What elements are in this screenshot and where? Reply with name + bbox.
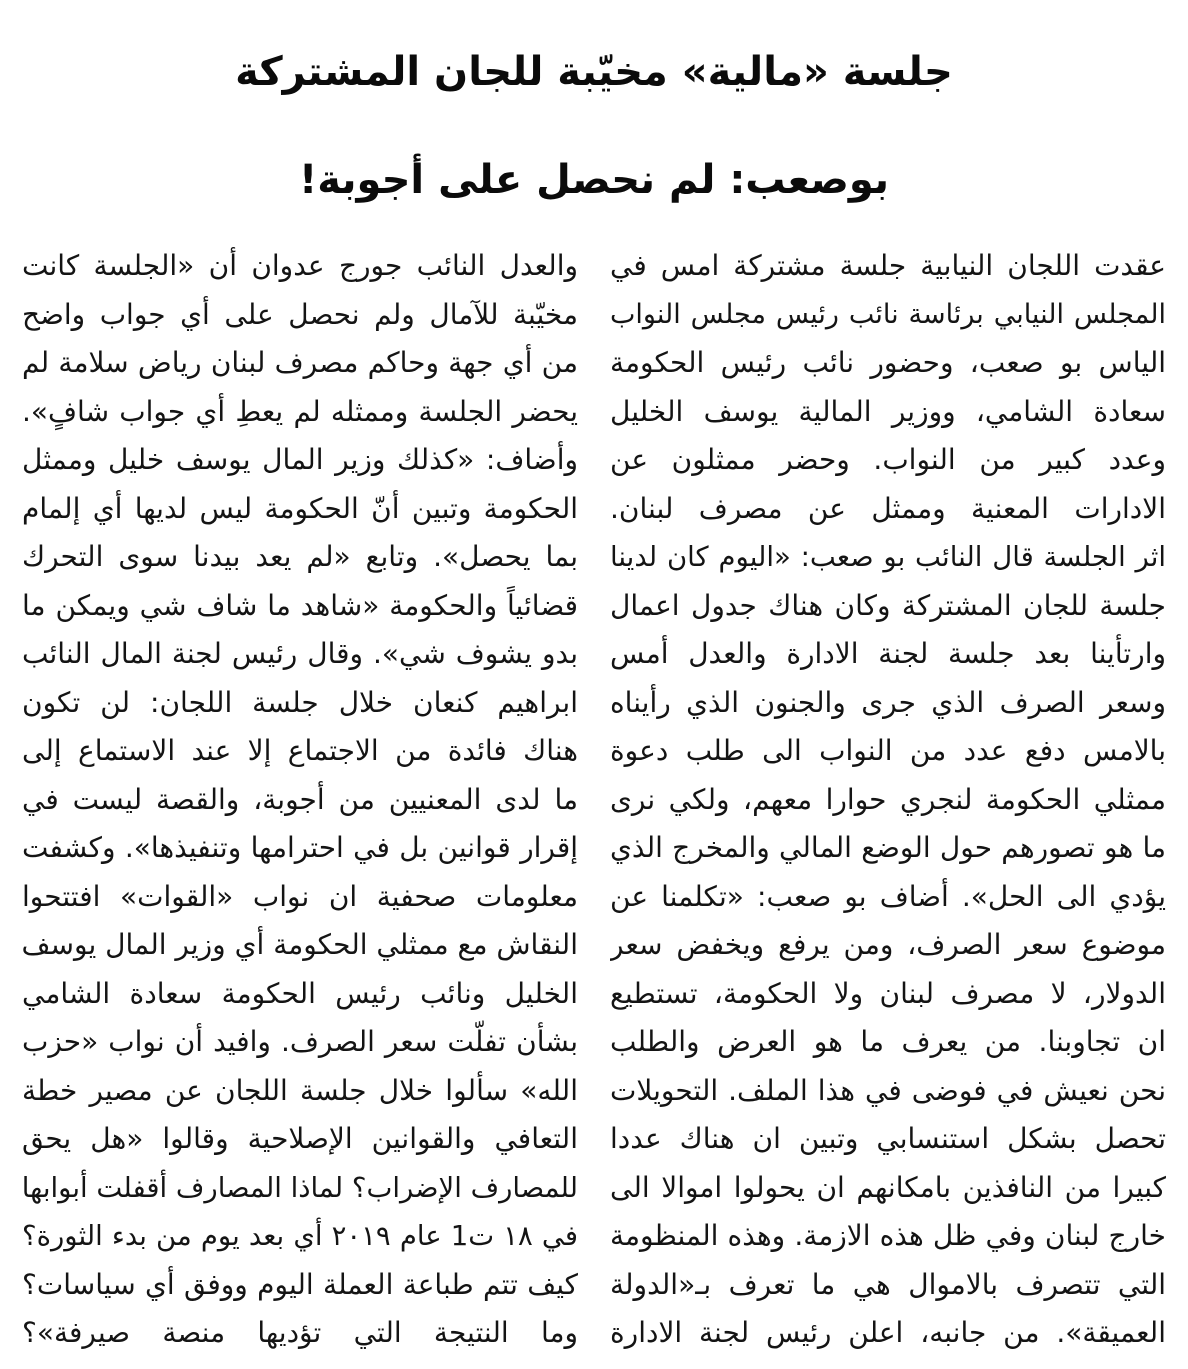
body-text-line: عقدت اللجان النيابية جلسة مشتركة امس في [610, 249, 1166, 282]
body-text-line: يؤدي الى الحل». أضاف بو صعب: «تكلمنا عن [610, 879, 1166, 913]
body-text-line: قضائياً والحكومة «شاهد ما شاف شي ويمكن ما [22, 588, 578, 622]
body-text-line: إقرار قوانين بل في احترامها وتنفيذها». وكشفت [22, 831, 578, 864]
body-text-line: التي تتصرف بالاموال هي ما تعرف بـ«الدولة [610, 1267, 1166, 1301]
body-text-line: بما يحصل». وتابع «لم يعد بيدنا سوى التحرك [22, 540, 578, 573]
body-text-line: هناك فائدة من الاجتماع إلا عند الاستماع إلى [22, 734, 578, 767]
column-right [610, 242, 1166, 1360]
body-text-line: ما لدى المعنيين من أجوبة، والقصة ليست في [22, 782, 578, 816]
headline-line-1: جلسة «مالية» مخيّبة للجان المشتركة [235, 49, 953, 95]
body-text-line: ممثلي الحكومة لنجري حوارا معهم، ولكي نرى [610, 782, 1166, 816]
body-text-line: النقاش مع ممثلي الحكومة أي وزير المال يوسف [22, 928, 578, 961]
body-text-line: كيف تتم طباعة العملة اليوم ووفق أي سياسات؟ [22, 1267, 578, 1301]
body-text-line: نحن نعيش في فوضى في هذا الملف. التحويلات [610, 1073, 1166, 1107]
headline-line-2: بوصعب: لم نحصل على أجوبة! [299, 157, 889, 203]
body-text-line: وسعر الصرف الذي جرى والجنون الذي رأيناه [610, 685, 1166, 719]
column-left [22, 242, 578, 1360]
body-text-line: بالامس دفع عدد من النواب الى طلب دعوة [610, 734, 1166, 767]
body-text-line: اثر الجلسة قال النائب بو صعب: «اليوم كان لدينا [610, 541, 1166, 573]
body-text-line: ما هو تصورهم حول الوضع المالي والمخرج الذي [610, 831, 1166, 864]
body-text-line: بشأن تفلّت سعر الصرف. وافيد أن نواب «حزب [22, 1025, 578, 1058]
body-text-line: موضوع سعر الصرف، ومن يرفع ويخفض سعر [610, 928, 1166, 961]
body-text-line: الخليل ونائب رئيس الحكومة سعادة الشامي [22, 976, 578, 1010]
body-text-line: كبيرا من النافذين بامكانهم ان يحولوا اموالا الى [610, 1170, 1166, 1204]
headline [22, 18, 1166, 234]
body-text-line: الحكومة وتبين أنّ الحكومة ليس لديها أي إلمام [22, 491, 578, 525]
body-text-line: العميقة». من جانبه، اعلن رئيس لجنة الادارة [610, 1316, 1166, 1349]
body-text-line: الدولار، لا مصرف لبنان ولا الحكومة، تستطيع [610, 976, 1166, 1010]
body-text-line: من أي جهة وحاكم مصرف لبنان رياض سلامة لم [22, 346, 578, 379]
body-text-line: جلسة للجان المشتركة وكان هناك جدول اعمال [610, 588, 1166, 622]
body-text-line: سعادة الشامي، ووزير المالية يوسف الخليل [610, 394, 1166, 428]
body-text-line: وأضاف: «كذلك وزير المال يوسف خليل وممثل [22, 443, 578, 476]
body-text-line: وعدد كبير من النواب. وحضر ممثلون عن [610, 443, 1166, 476]
body-text-line: التعافي والقوانين الإصلاحية وقالوا «هل يحق [22, 1122, 578, 1155]
body-text-line: تحصل بشكل استنسابي وتبين ان هناك عددا [610, 1122, 1166, 1155]
body-text-line: خارج لبنان وفي ظل هذه الازمة. وهذه المنظومة [610, 1219, 1166, 1252]
body-text-line: وارتأينا بعد جلسة لجنة الادارة والعدل أمس [610, 637, 1166, 670]
body-text-line: معلومات صحفية ان نواب «القوات» افتتحوا [22, 879, 578, 913]
body-text-line: الادارات المعنية وممثل عن مصرف لبنان. [610, 491, 1166, 525]
body-text-line: الياس بو صعب، وحضور نائب رئيس الحكومة [610, 346, 1166, 379]
body-text-line: في ١٨ ت1 عام ٢٠١٩ أي بعد يوم من بدء الثورة؟ [22, 1220, 578, 1252]
body-text-line: للمصارف الإضراب؟ لماذا المصارف أقفلت أبوابها [22, 1171, 578, 1204]
body-text-line: المجلس النيابي برئاسة نائب رئيس مجلس النواب [610, 298, 1166, 330]
body-text-line: يحضر الجلسة وممثله لم يعطِ أي جواب شافٍ». [22, 394, 578, 428]
body-text-line: وما النتيجة التي تؤديها منصة صيرفة»؟ [22, 1316, 578, 1349]
body-text-line: بدو يشوف شي». وقال رئيس لجنة المال النائب [22, 637, 578, 670]
body-text-line: الله» سألوا خلال جلسة اللجان عن مصير خطة [22, 1073, 578, 1107]
body-text-line: ان تجاوبنا. من يعرف ما هو العرض والطلب [610, 1025, 1166, 1058]
body-text-line: مخيّبة للآمال ولم نحصل على أي جواب واضح [22, 297, 578, 331]
body-text-line: والعدل النائب جورج عدوان أن «الجلسة كانت [22, 249, 578, 282]
article-body [22, 242, 1166, 1360]
body-text-line: ابراهيم كنعان خلال جلسة اللجان: لن تكون [22, 685, 578, 719]
